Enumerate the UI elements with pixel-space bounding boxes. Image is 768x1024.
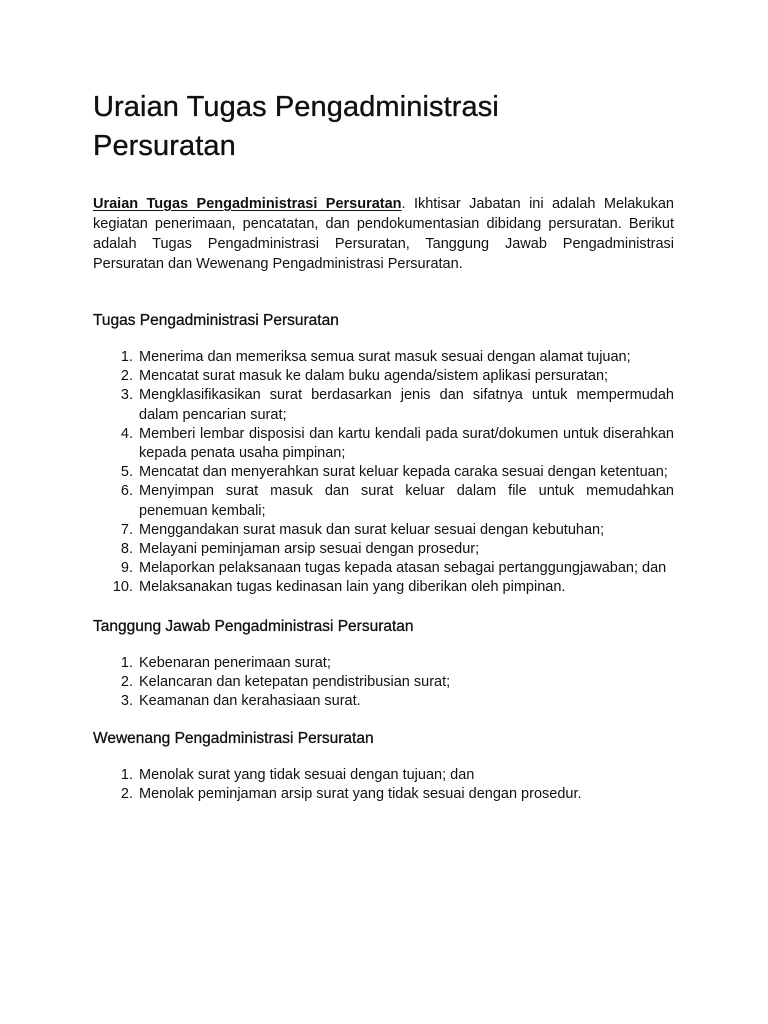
intro-text: . Ikhtisar Jabatan ini adalah Melakukan kegiatan penerimaan, pencatatan, dan pendokumentasian dibidang persuratan. Berikut adalah Tugas Pengadministrasi Persuratan, Tanggung Jawab Pengadministrasi Persuratan dan Wewenang Pengadministrasi Persuratan. xyxy=(93,196,675,272)
list-item-number: 8. xyxy=(120,541,133,558)
list-item xyxy=(93,785,674,804)
intro-paragraph xyxy=(93,194,674,274)
list-item-text: Menerima dan memeriksa semua surat masuk sesuai dengan alamat tujuan; xyxy=(139,349,631,365)
list-item xyxy=(93,425,674,463)
list-item-number: 6. xyxy=(120,483,133,500)
list-item-number: 1. xyxy=(120,767,133,784)
list-item-text: Memberi lembar disposisi dan kartu kendali pada surat/dokumen untuk diserahkan kepada penata usaha pimpinan; xyxy=(139,425,674,462)
tanggung-jawab-heading: Tanggung Jawab Pengadministrasi Persuratan xyxy=(93,617,414,635)
list-item-text: Menolak surat yang tidak sesuai dengan tujuan; dan xyxy=(139,767,475,784)
page-title-line-1: Uraian Tugas Pengadministrasi xyxy=(93,91,499,123)
list-item-text: Keamanan dan kerahasiaan surat. xyxy=(139,693,361,710)
tugas-list xyxy=(93,348,674,598)
page-title xyxy=(93,88,674,166)
list-item-number: 7. xyxy=(120,521,133,538)
list-item xyxy=(93,578,674,597)
list-item-number: 2. xyxy=(120,673,133,690)
tugas-heading: Tugas Pengadministrasi Persuratan xyxy=(93,312,339,329)
list-item-text: Menyimpan surat masuk dan surat keluar dalam file untuk memudahkan penemuan kembali; xyxy=(139,483,674,519)
list-item-text: Mencatat dan menyerahkan surat keluar kepada caraka sesuai dengan ketentuan; xyxy=(139,464,668,481)
list-item xyxy=(93,654,674,673)
list-item xyxy=(93,559,674,578)
list-item-number: 2. xyxy=(120,786,133,803)
list-item xyxy=(93,521,674,540)
list-item xyxy=(93,348,674,367)
list-item-number: 1. xyxy=(120,654,133,671)
list-item-text: Melayani peminjaman arsip sesuai dengan prosedur; xyxy=(139,541,480,558)
list-item-text: Mencatat surat masuk ke dalam buku agenda/sistem aplikasi persuratan; xyxy=(139,368,609,385)
list-item-number: 3. xyxy=(120,693,133,710)
page-title-line-2: Persuratan xyxy=(93,130,236,162)
document-page xyxy=(93,88,674,805)
list-item xyxy=(93,673,674,692)
list-item-number: 1. xyxy=(120,349,133,365)
list-item-text: Melaporkan pelaksanaan tugas kepada atasan sebagai pertanggungjawaban; dan xyxy=(139,560,667,577)
list-item xyxy=(93,367,674,386)
list-item xyxy=(93,540,674,559)
list-item xyxy=(93,482,674,520)
wewenang-list xyxy=(93,766,674,804)
list-item xyxy=(93,766,674,785)
list-item-text: Kelancaran dan ketepatan pendistribusian surat; xyxy=(139,673,451,690)
list-item-text: Mengklasifikasikan surat berdasarkan jenis dan sifatnya untuk mempermudah dalam pencarian surat; xyxy=(139,387,674,423)
list-item-number: 2. xyxy=(120,368,133,385)
list-item-text: Melaksanakan tugas kedinasan lain yang diberikan oleh pimpinan. xyxy=(139,579,566,596)
list-item-text: Kebenaran penerimaan surat; xyxy=(139,654,331,671)
list-item-number: 5. xyxy=(120,464,133,481)
list-item-number: 3. xyxy=(120,387,133,404)
list-item-number: 9. xyxy=(120,560,133,577)
list-item xyxy=(93,692,674,711)
list-item-text: Menolak peminjaman arsip surat yang tidak sesuai dengan prosedur. xyxy=(139,786,582,803)
list-item xyxy=(93,463,674,482)
list-item-number: 10. xyxy=(112,579,133,596)
list-item-text: Menggandakan surat masuk dan surat keluar sesuai dengan kebutuhan; xyxy=(139,521,605,538)
wewenang-heading: Wewenang Pengadministrasi Persuratan xyxy=(93,730,374,748)
list-item-number: 4. xyxy=(120,425,133,442)
list-item xyxy=(93,386,674,424)
intro-lead: Uraian Tugas Pengadministrasi Persuratan xyxy=(93,196,402,212)
tanggung-jawab-list xyxy=(93,654,674,712)
